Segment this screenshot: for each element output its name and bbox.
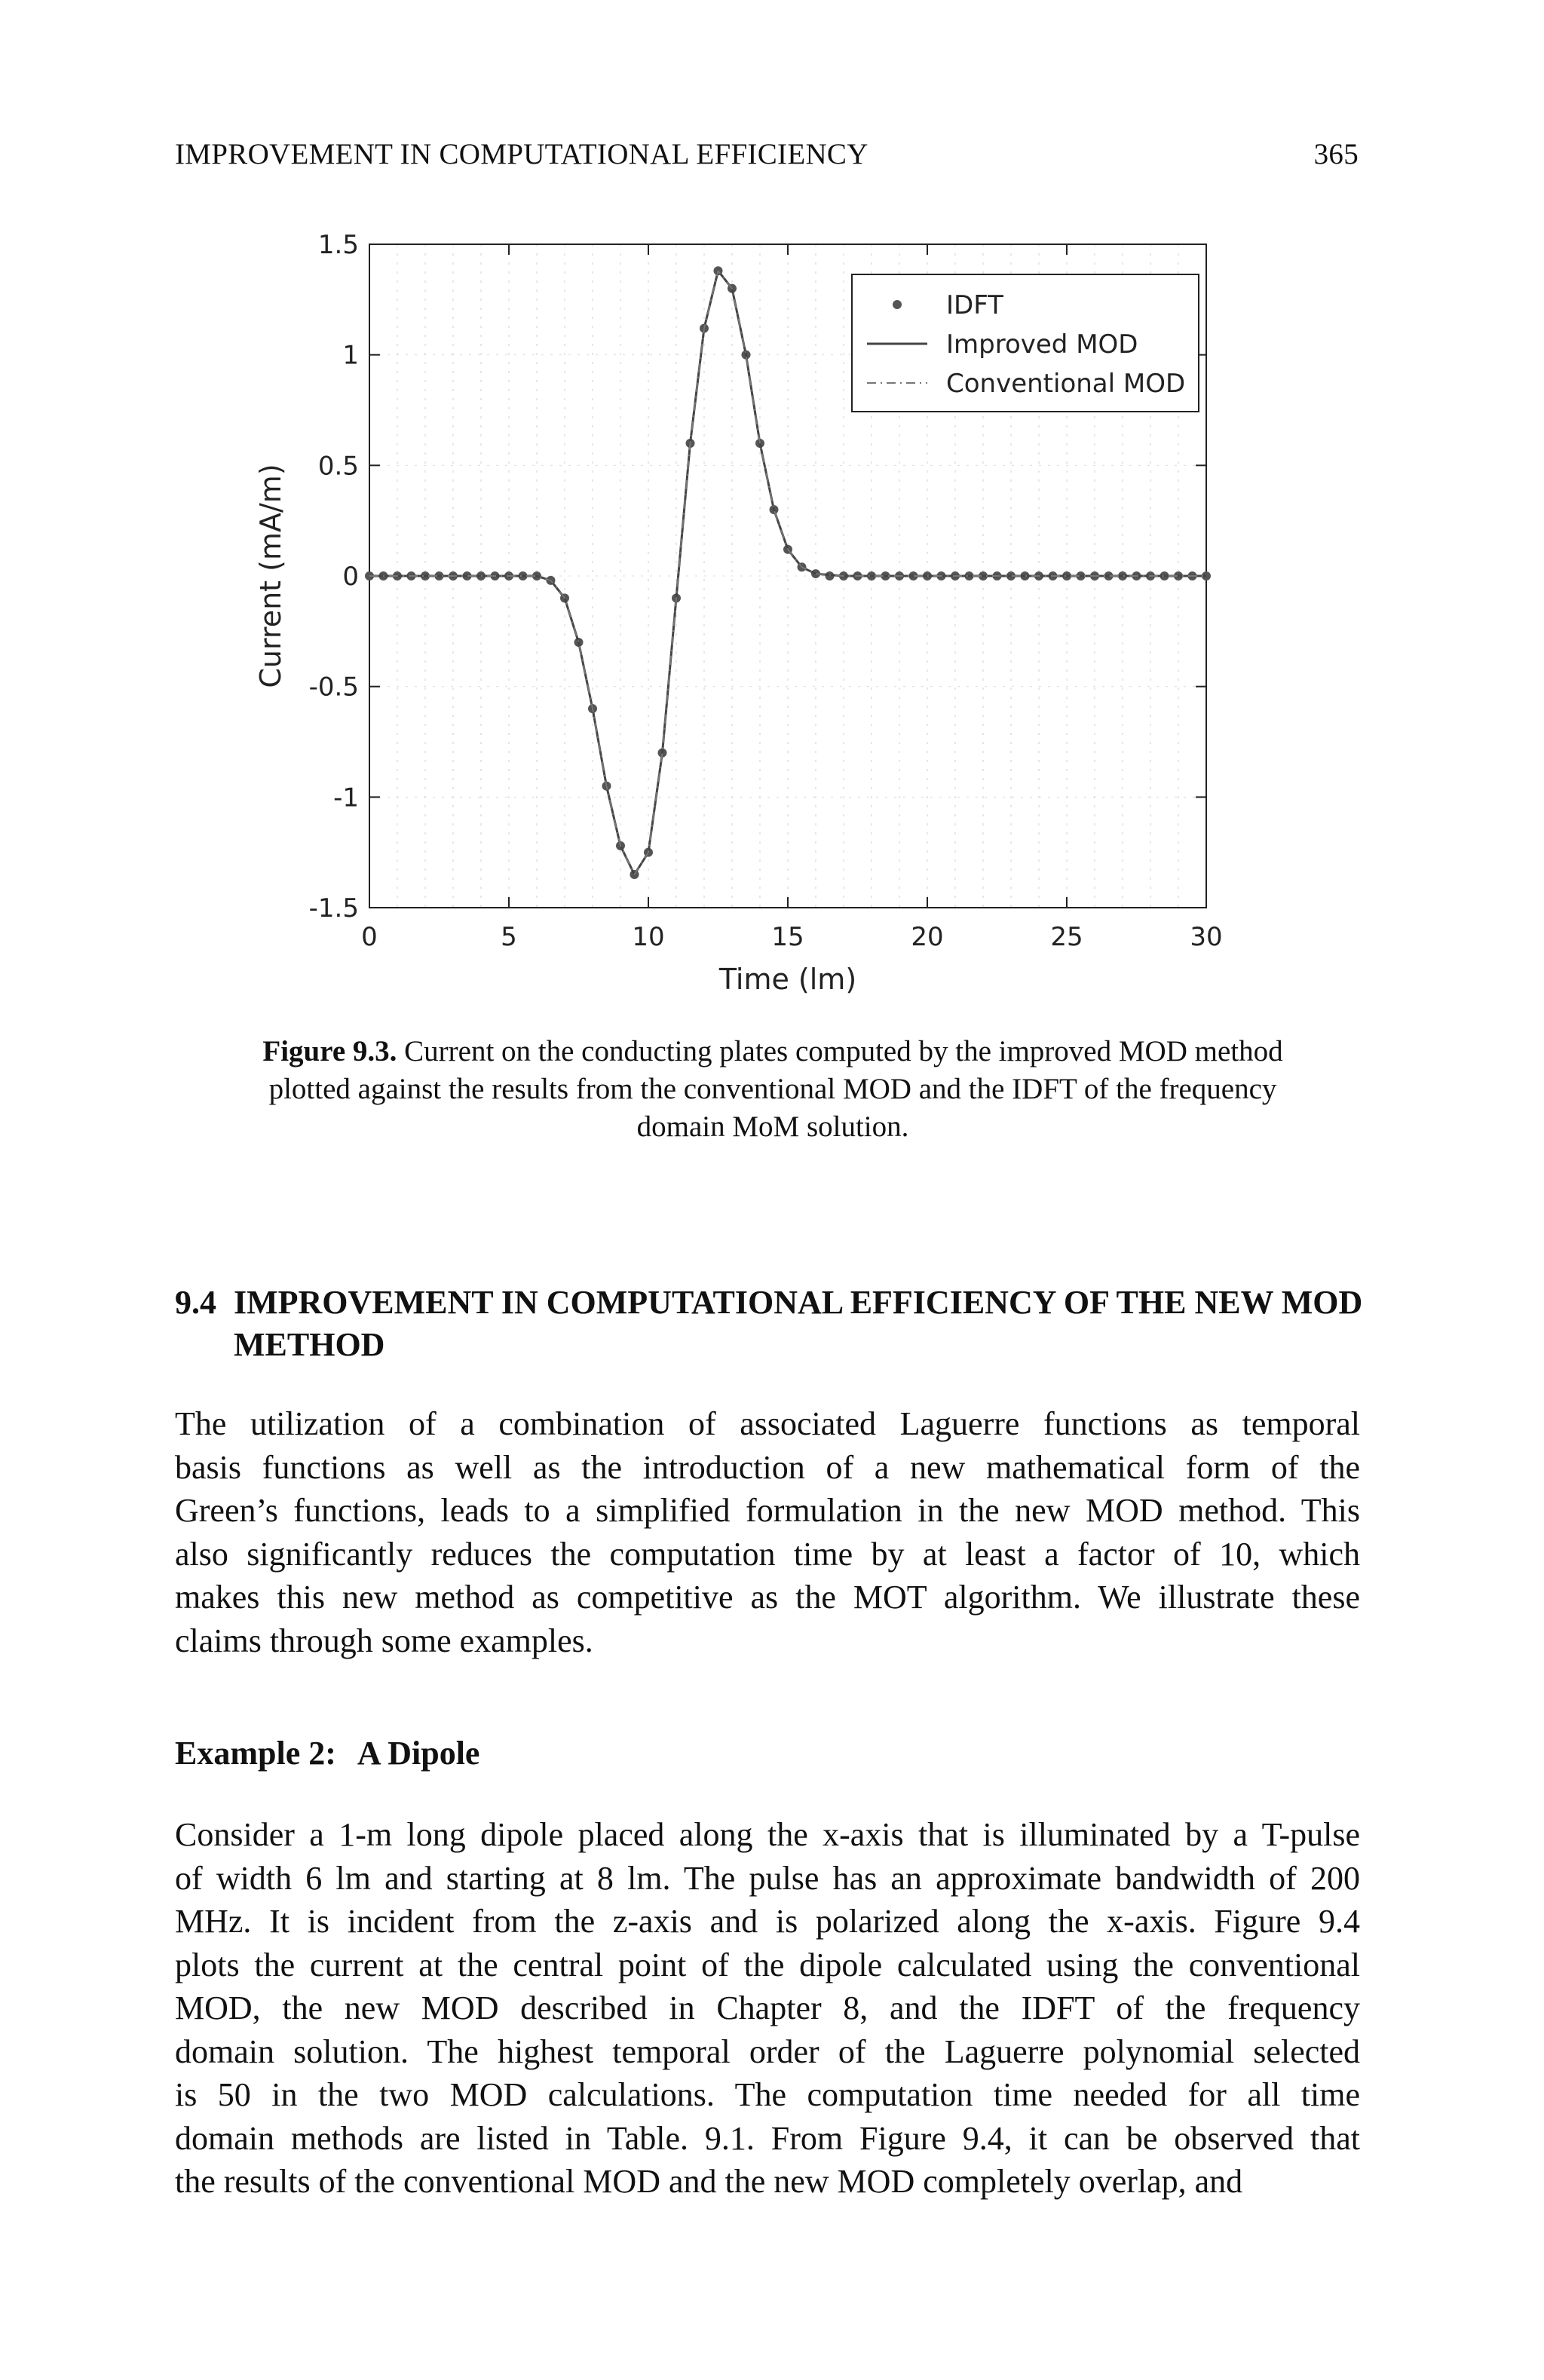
example-heading <box>175 1734 479 1772</box>
text-line: the results of the conventional MOD and the new MOD completely overlap, and <box>175 2163 1243 2200</box>
y-tick-label: 1 <box>342 340 359 371</box>
text-line: claims through some examples. <box>175 1622 593 1659</box>
text-line: basis functions as well as the introduction of a new mathematical form of the <box>175 1448 1360 1486</box>
text-line: domain methods are listed in Table. 9.1. From Figure 9.4, it can be observed that <box>175 2119 1360 2157</box>
example-title: A Dipole <box>357 1735 480 1772</box>
section-title: IMPROVEMENT IN COMPUTATIONAL EFFICIENCY OF THE NEW MOD METHOD <box>234 1284 1363 1363</box>
figure-caption <box>226 1033 1319 1146</box>
x-tick-label: 15 <box>771 922 804 952</box>
legend-entry-label: IDFT <box>946 290 1003 320</box>
text-line: plots the current at the central point of the dipole calculated using the conventional <box>175 1946 1360 1983</box>
page-number: 365 <box>1313 138 1359 170</box>
text-line: Consider a 1-m long dipole placed along the x-axis that is illuminated by a T-pulse <box>175 1816 1360 1853</box>
x-tick-label: 30 <box>1190 922 1223 952</box>
caption-label: Figure 9.3. <box>262 1035 397 1067</box>
text-line: domain solution. The highest temporal order of the Laguerre polynomial selected <box>175 2032 1360 2070</box>
legend <box>852 274 1199 412</box>
x-tick-label: 5 <box>501 922 517 952</box>
current-vs-time-chart <box>226 226 1282 1025</box>
y-tick-label: 0.5 <box>317 451 359 482</box>
paragraph-dipole <box>175 1813 1360 2204</box>
y-tick-label: 0 <box>342 562 359 592</box>
y-tick-label: -1 <box>333 783 359 813</box>
y-tick-label: 1.5 <box>317 230 359 260</box>
caption-text: Current on the conducting plates computed by the improved MOD method plotted against the results from the conventional MOD and the IDFT of the frequency domain MoM solution. <box>268 1035 1283 1143</box>
x-tick-label: 10 <box>632 922 665 952</box>
text-line: The utilization of a combination of associated Laguerre functions as temporal <box>175 1405 1360 1442</box>
legend-entry-label: Improved MOD <box>946 329 1138 360</box>
y-axis-label: Current (mA/m) <box>254 464 287 688</box>
y-tick-label: -1.5 <box>308 893 359 924</box>
x-tick-label: 25 <box>1050 922 1083 952</box>
y-tick-label: -0.5 <box>308 672 359 703</box>
legend-marker-dot <box>893 300 902 309</box>
text-line: MHz. It is incident from the z-axis and is polarized along the x-axis. Figure 9.4 <box>175 1903 1360 1940</box>
example-label: Example 2: <box>175 1735 336 1772</box>
running-title: IMPROVEMENT IN COMPUTATIONAL EFFICIENCY <box>175 138 868 170</box>
text-line: also significantly reduces the computation time by at least a factor of 10, which <box>175 1535 1360 1573</box>
text-line: is 50 in the two MOD calculations. The computation time needed for all time <box>175 2076 1360 2113</box>
legend-entry-label: Conventional MOD <box>946 369 1186 399</box>
figure-9-3 <box>226 226 1282 1025</box>
text-line: makes this new method as competitive as the MOT algorithm. We illustrate these <box>175 1579 1360 1616</box>
text-line: Green’s functions, leads to a simplified formulation in the new MOD method. This <box>175 1492 1360 1529</box>
x-tick-label: 20 <box>911 922 944 952</box>
text-line: of width 6 lm and starting at 8 lm. The pulse has an approximate bandwidth of 200 <box>175 1859 1360 1897</box>
x-axis-label: Time (lm) <box>718 963 857 996</box>
section-number: 9.4 <box>175 1284 216 1321</box>
paragraph-intro <box>175 1402 1360 1662</box>
x-tick-label: 0 <box>361 922 378 952</box>
text-line: MOD, the new MOD described in Chapter 8, and the IDFT of the frequency <box>175 1989 1360 2026</box>
